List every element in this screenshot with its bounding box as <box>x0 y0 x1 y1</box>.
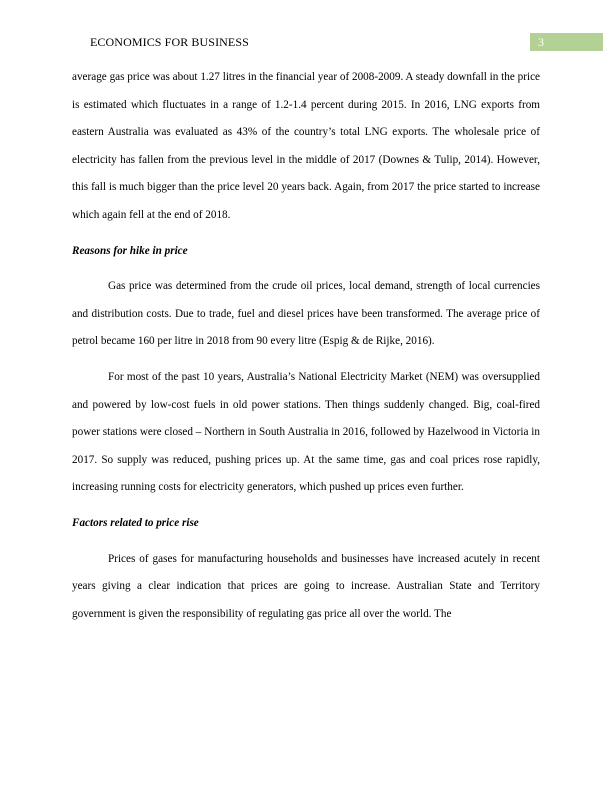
document-body <box>72 64 540 628</box>
header-title: ECONOMICS FOR BUSINESS <box>90 35 249 49</box>
paragraph-3: For most of the past 10 years, Australia’s National Electricity Market (NEM) was oversupplied and powered by low-cost fuels in old power stations. Then things suddenly changed. Big, coal-fired power stations were closed – Northern in South Australia in 2016, followed by Hazelwood in Victoria in 2017. So supply was reduced, pushing prices up. At the same time, gas and coal prices rose rapidly, increasing running costs for electricity generators, which pushed up prices even further. <box>72 370 540 494</box>
paragraph-1: average gas price was about 1.27 litres in the financial year of 2008-2009. A steady downfall in the price is estimated which fluctuates in a range of 1.2-1.4 percent during 2015. In 2016, LNG exports from eastern Australia was evaluated as 43% of the country’s total LNG exports. The wholesale price of electricity has fallen from the previous level in the middle of 2017 (Downes & Tulip, 2014). However, this fall is much bigger than the price level 20 years back. Again, from 2017 the price started to increase which again fell at the end of 2018. <box>72 71 540 221</box>
page-number: 3 <box>538 35 544 49</box>
paragraph-2: Gas price was determined from the crude oil prices, local demand, strength of local currencies and distribution costs. Due to trade, fuel and diesel prices have been transformed. The average price of petrol became 160 per litre in 2018 from 90 every litre (Espig & de Rijke, 2016). <box>72 280 540 348</box>
paragraph-4: Prices of gases for manufacturing households and businesses have increased acutely in recent years giving a clear indication that prices are going to increase. Australian State and Territory government is given the responsibility of regulating gas price all over the world. The <box>72 552 540 620</box>
page-number-box <box>530 33 603 51</box>
section-heading-factors: Factors related to price rise <box>72 516 199 529</box>
section-heading-reasons: Reasons for hike in price <box>72 244 188 257</box>
